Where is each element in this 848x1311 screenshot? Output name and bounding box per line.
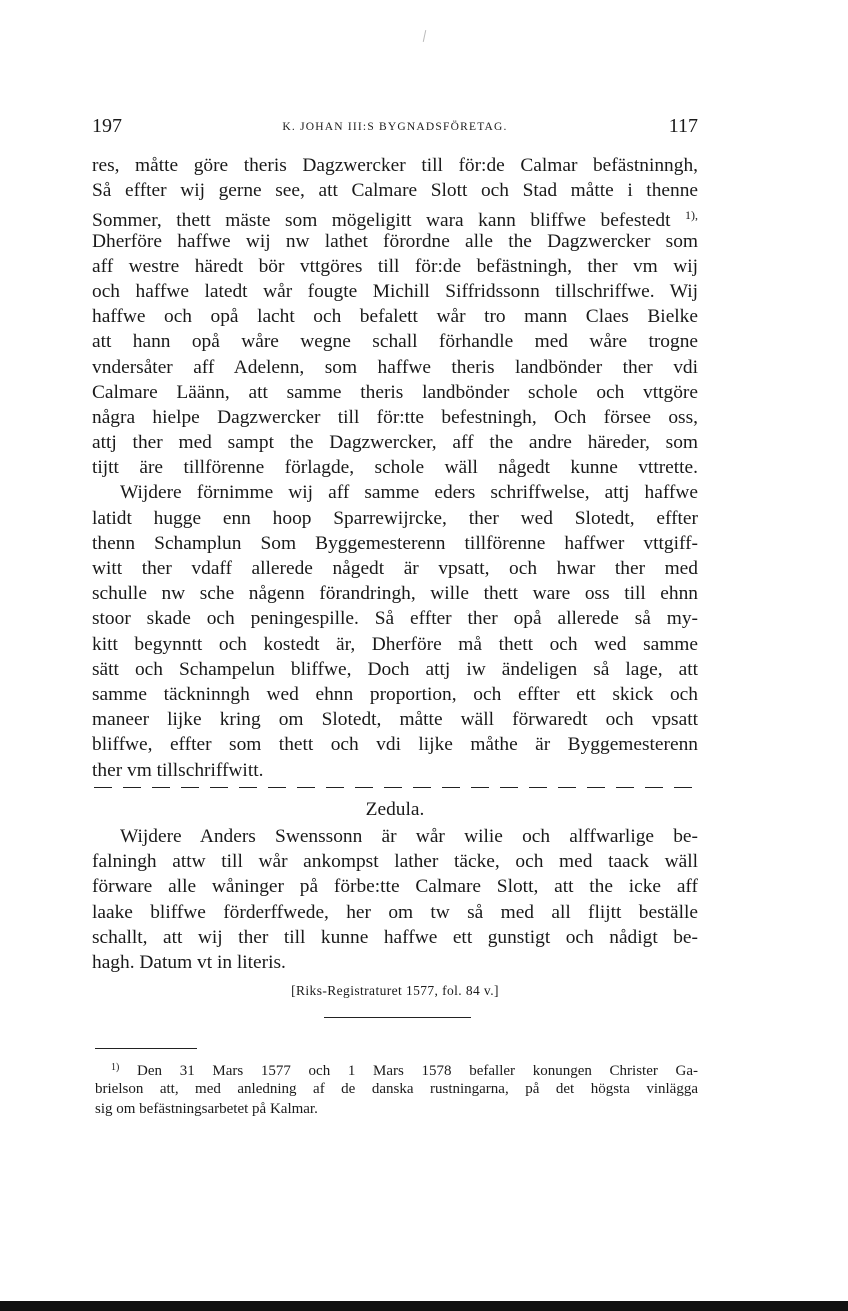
text-line: vndersåter aff Adelenn, som haffwe theris landbönder ther vdi xyxy=(92,356,698,378)
text-line: förware alle wåninger på förbe:tte Calmare Slott, att the icke aff xyxy=(92,876,698,898)
footnote-mark: 1) xyxy=(111,1062,120,1073)
text-line: schallt, att wij ther till kunne haffwe ett gunstigt och nådigt be- xyxy=(92,926,698,948)
footnote-rule xyxy=(95,1048,197,1049)
footnote xyxy=(95,1058,698,1120)
text-line: ther vm tillschriffwitt. xyxy=(92,759,264,781)
text-line: och haffwe latedt wår fougte Michill Siffridssonn tillschriffwe. Wij xyxy=(92,280,698,302)
text-line: latidt hugge enn hoop Sparrewijrcke, ther wed Slotedt, effter xyxy=(92,507,698,529)
text-line: bliffwe, effter som thett och vdi lijke måthe är Byggemesterenn xyxy=(92,734,698,756)
text-line: att hann opå wåre wegne schall förhandle med wåre trogne xyxy=(92,331,698,353)
scan-edge xyxy=(0,1301,848,1311)
page-header xyxy=(92,113,698,147)
section-rule xyxy=(324,1017,471,1018)
text-line: Wijdere Anders Swenssonn är wår wilie och alffwarlige be- xyxy=(120,826,698,847)
text-line: attj ther med sampt the Dagzwercker, aff the andre häreder, som xyxy=(92,432,698,454)
text-line: Så effter wij gerne see, att Calmare Slott och Stad måtte i thenne xyxy=(92,180,698,202)
text-line: aff westre häredt bör vttgöres till för:de befästningh, ther vm wij xyxy=(92,255,698,277)
running-title: K. JOHAN III:S BYGNADSFÖRETAG. xyxy=(282,121,508,133)
text-line: kitt begynntt och kostedt är, Dherföre må thett och wed samme xyxy=(92,633,698,655)
main-text xyxy=(92,153,698,783)
text-line: sätt och Schampelun bliffwe, Doch attj iw ändeligen så lage, att xyxy=(92,658,698,680)
scan-mark xyxy=(423,30,426,42)
page-number: 117 xyxy=(668,115,698,137)
footnote-line: sig om befästningsarbetet på Kalmar. xyxy=(95,1101,318,1117)
text-segment: Den 31 Mars 1577 och 1 Mars 1578 befaller konungen Christer Ga- xyxy=(137,1063,699,1079)
text-line: witt ther vdaff allerede någedt är vpsatt, och hwar ther med xyxy=(92,558,698,579)
text-segment: Sommer, thett mäste som mögeligitt wara kann bliffwe befestedt xyxy=(92,210,671,232)
text-line: Calmare Läänn, att samme theris landbönder schole och vttgöre xyxy=(92,381,698,403)
text-line: några hielpe Dagzwercker till för:tte befestningh, Och försee oss, xyxy=(92,406,698,428)
footnote-reference: 1), xyxy=(684,208,698,223)
text-line: maneer lijke kring om Slotedt, måtte wäll förwaredt och vpsatt xyxy=(92,709,698,731)
text-line: tijtt äre tillförenne förlagde, schole wäll någedt kunne vttrette. xyxy=(92,457,698,479)
footnote-line: brielson att, med anledning af de danska rustningarna, på det högsta vinlägga xyxy=(95,1080,698,1097)
footnote-line xyxy=(95,1058,698,1079)
text-line: samme täckninngh wed ehnn proportion, och effter ett skick och xyxy=(92,683,698,705)
section-number: 197 xyxy=(92,115,122,137)
dashed-separator xyxy=(94,783,698,793)
text-line: schulle nw sche någenn förandringh, wille thett ware oss till ehnn xyxy=(92,583,698,605)
text-line: hagh. Datum vt in literis. xyxy=(92,951,286,973)
zedula-heading: Zedula. xyxy=(365,799,425,820)
source-citation: [Riks-Registraturet 1577, fol. 84 v.] xyxy=(291,983,499,998)
text-line: haffwe och opå lacht och befalett wår tro mann Claes Bielke xyxy=(92,306,698,328)
text-line: Wijdere förnimme wij aff samme eders schriffwelse, attj haffwe xyxy=(120,482,698,504)
text-line: laake bliffwe förderffwede, her om tw så med all flijtt beställe xyxy=(92,901,698,923)
text-line: falningh attw till wår ankompst lather täcke, och med taack wäll xyxy=(92,851,698,873)
text-line: thenn Schamplun Som Byggemesterenn tillförenne haffwer vttgiff- xyxy=(92,532,698,554)
text-line: res, måtte göre theris Dagzwercker till för:de Calmar befästninngh, xyxy=(92,155,698,176)
zedula-text xyxy=(92,824,698,975)
text-line: Dherföre haffwe wij nw lathet förordne alle the Dagzwercker som xyxy=(92,230,698,252)
text-line-with-footnote xyxy=(92,203,698,232)
text-line: stoor skade och peningespille. Så effter ther opå allerede så my- xyxy=(92,608,698,630)
